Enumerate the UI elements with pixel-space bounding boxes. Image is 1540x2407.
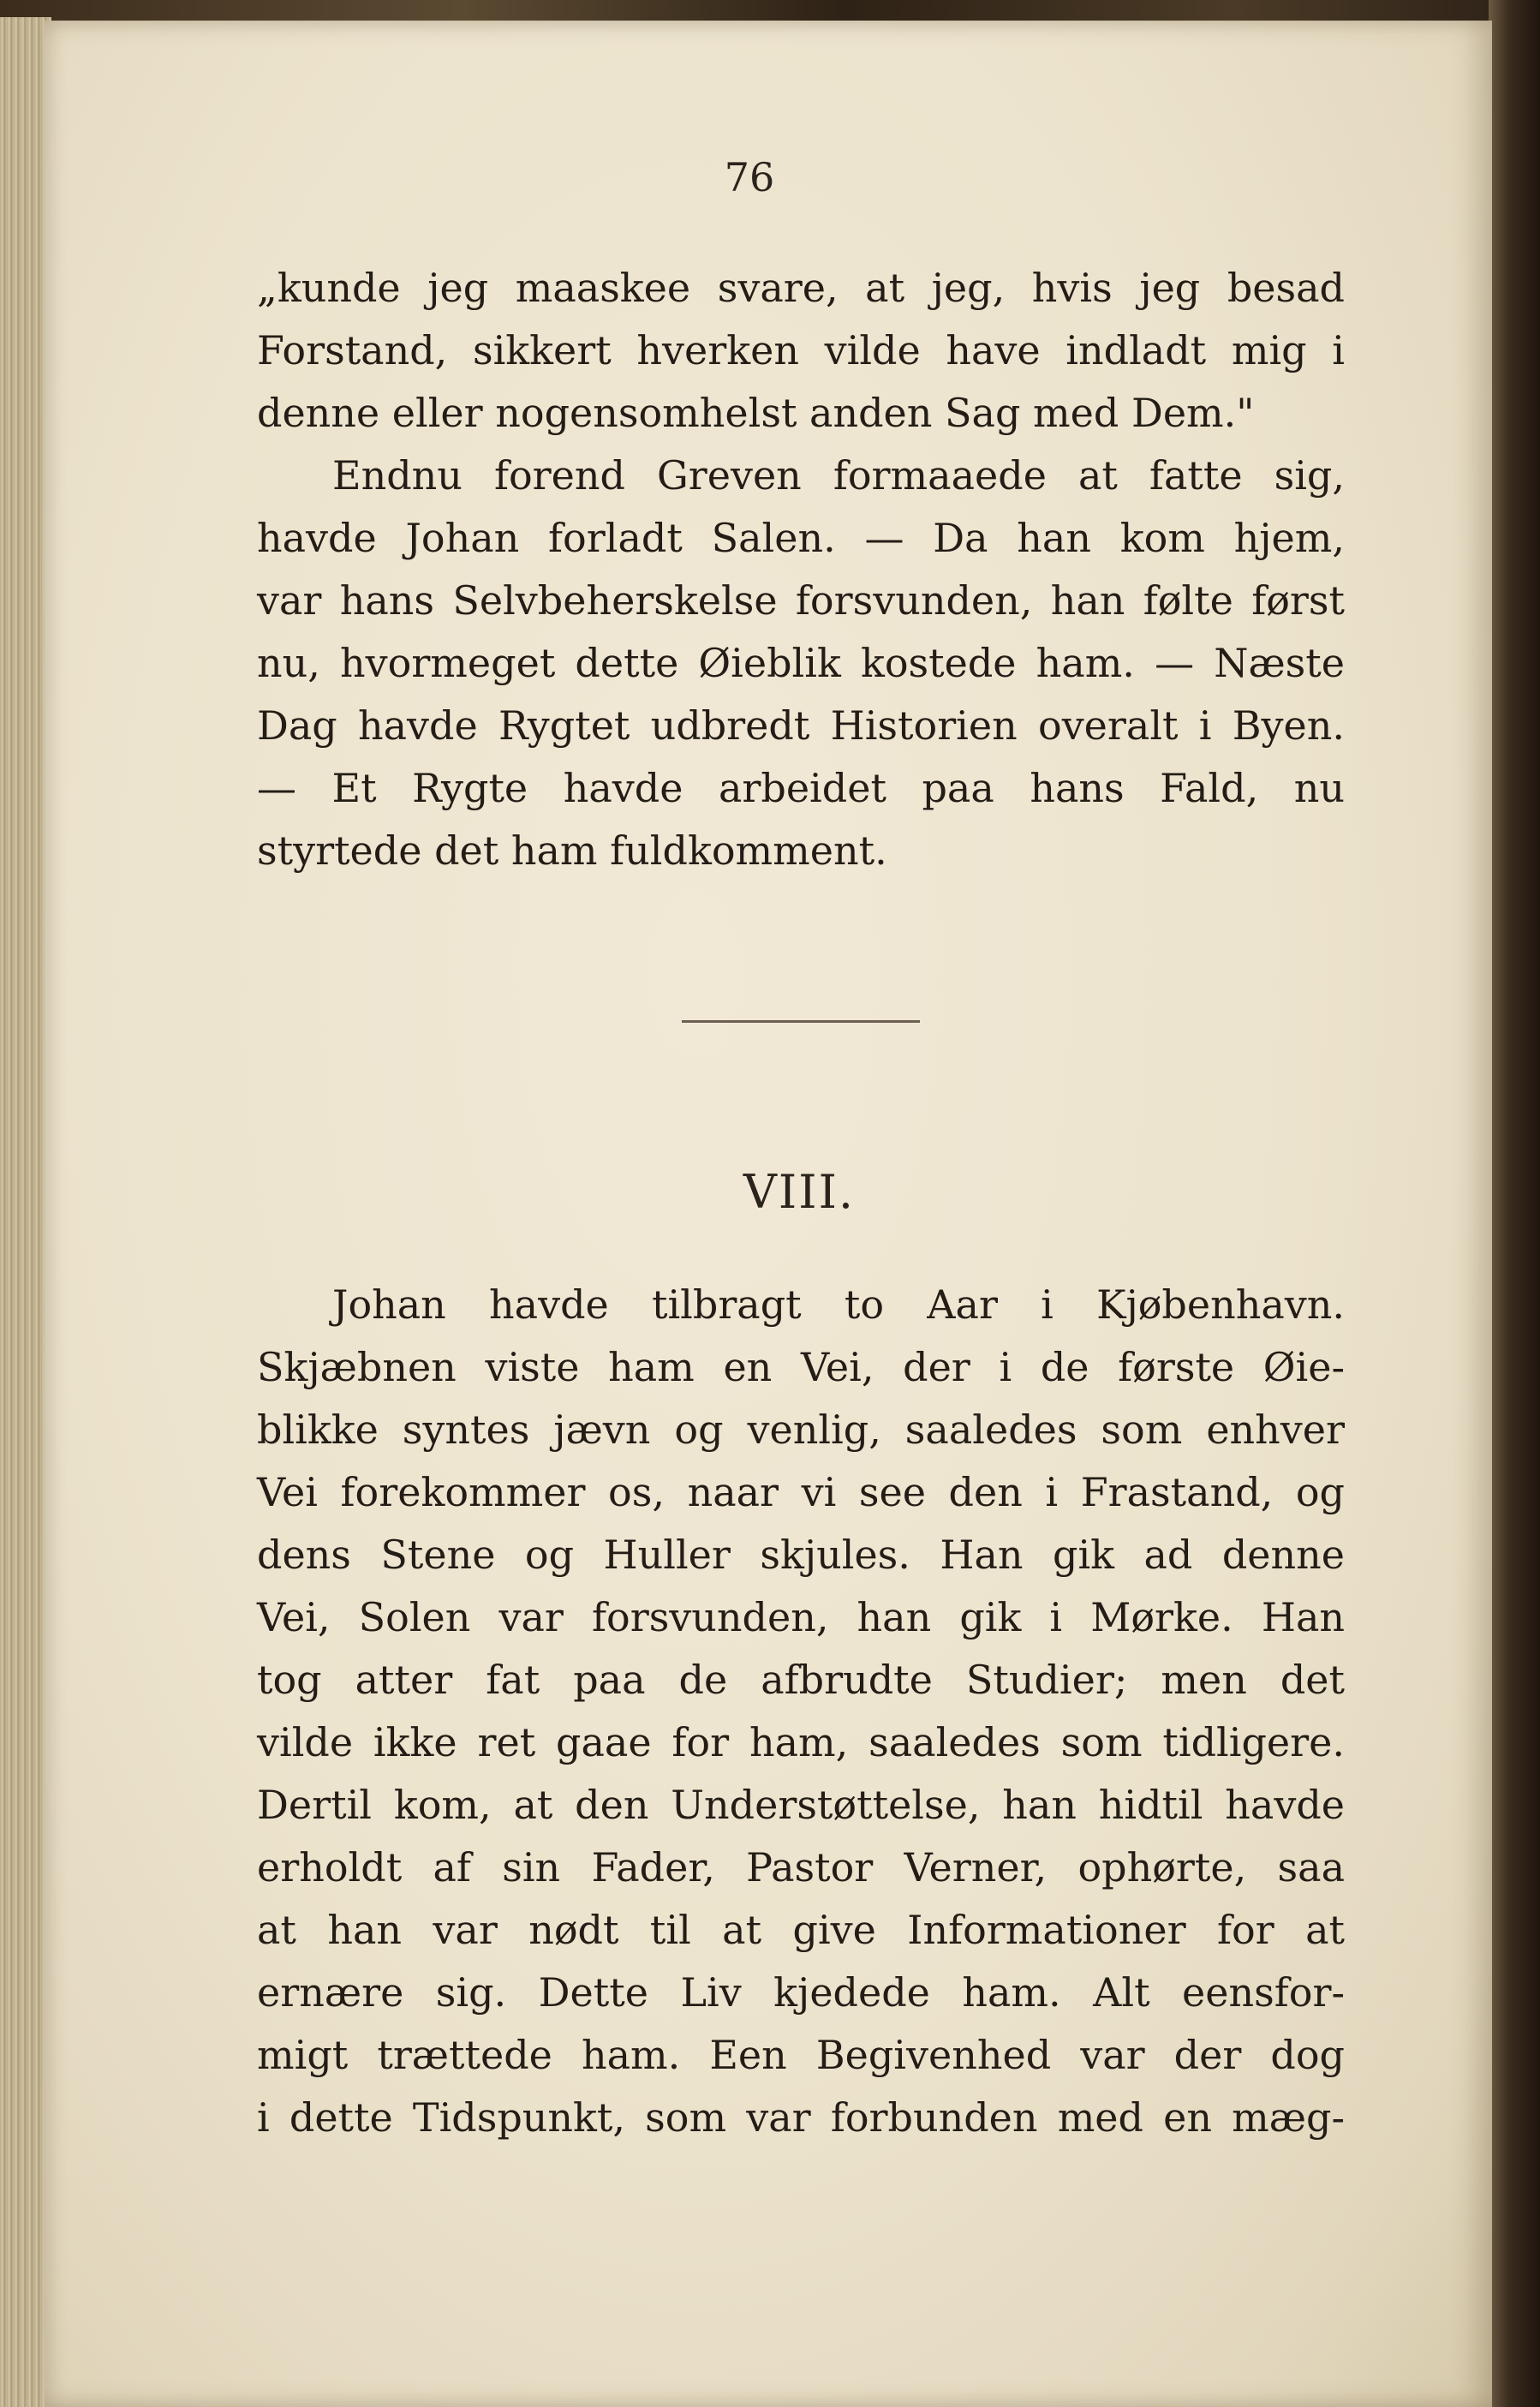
text-line: tog atter fat paa de afbrudte Studier; men det <box>257 1657 1345 1703</box>
text-line: „kunde jeg maaskee svare, at jeg, hvis jeg besad <box>257 265 1345 311</box>
text-line: Skjæbnen viste ham en Vei, der i de første Øie- <box>257 1344 1345 1390</box>
text-line: Forstand, sikkert hverken vilde have indladt mig i <box>257 327 1345 373</box>
text-line: — Et Rygte havde arbeidet paa hans Fald, nu <box>257 765 1345 811</box>
text-line: Vei forekommer os, naar vi see den i Frastand, og <box>257 1469 1345 1515</box>
text-line: ernære sig. Dette Liv kjedede ham. Alt eensfor- <box>257 1969 1345 2016</box>
text-line: at han var nødt til at give Informationer for at <box>257 1907 1345 1953</box>
text-line: Endnu forend Greven formaaede at fatte sig, <box>332 452 1345 499</box>
text-line: Dag havde Rygtet udbredt Historien overalt i Byen. <box>257 702 1345 749</box>
text-line: erholdt af sin Fader, Pastor Verner, ophørte, saa <box>257 1844 1345 1890</box>
text-line: i dette Tidspunkt, som var forbunden med en mæg- <box>257 2094 1345 2141</box>
text-line: vilde ikke ret gaae for ham, saaledes som tidligere. <box>257 1719 1345 1765</box>
text-line: havde Johan forladt Salen. — Da han kom hjem, <box>257 515 1345 561</box>
text-line: denne eller nogensomhelst anden Sag med Dem." <box>257 390 1255 436</box>
text-line: styrtede det ham fuldkomment. <box>257 827 887 874</box>
text-line: Vei, Solen var forsvunden, han gik i Mørke. Han <box>257 1594 1345 1640</box>
text-line: blikke syntes jævn og venlig, saaledes som enhver <box>257 1407 1345 1453</box>
section-divider <box>682 1020 920 1023</box>
text-line: Dertil kom, at den Understøttelse, han hidtil havde <box>257 1782 1345 1828</box>
text-line: nu, hvormeget dette Øieblik kostede ham. — Næste <box>257 640 1345 686</box>
chapter-heading: VIII. <box>743 1165 856 1219</box>
text-line: dens Stene og Huller skjules. Han gik ad denne <box>257 1532 1345 1578</box>
text-line: var hans Selvbeherskelse forsvunden, han følte først <box>257 577 1345 624</box>
text-block-continuation <box>257 257 1345 882</box>
text-line: Johan havde tilbragt to Aar i Kjøbenhavn. <box>332 1281 1345 1328</box>
text-block-chapter-viii <box>257 1274 1345 2149</box>
page-number: 76 <box>724 154 775 200</box>
text-line: migt trættede ham. Een Begivenhed var der dog <box>257 2032 1345 2078</box>
